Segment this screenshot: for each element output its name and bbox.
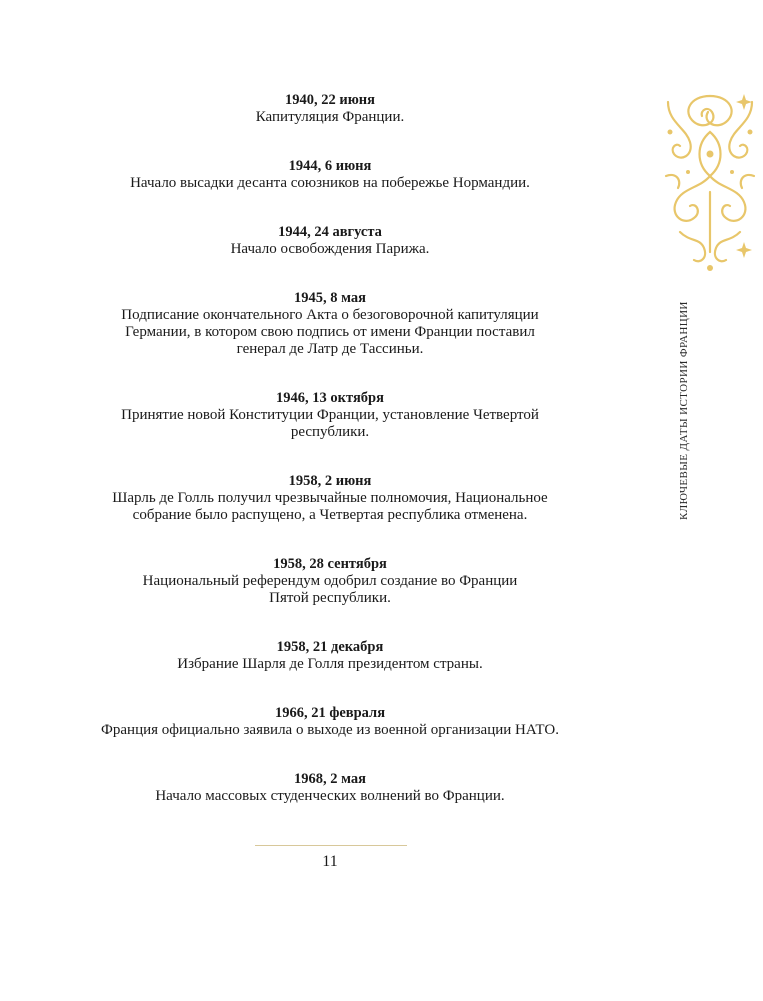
entry-date: 1958, 28 сентября xyxy=(273,556,387,572)
entry-line: Франция официально заявила о выходе из военной организации НАТО. xyxy=(101,722,559,738)
entry-description xyxy=(60,307,600,358)
entry-description xyxy=(60,788,600,805)
timeline-entry xyxy=(60,473,600,524)
timeline-entry xyxy=(60,290,600,358)
timeline-entry xyxy=(60,92,600,126)
entry-date: 1944, 24 августа xyxy=(278,224,382,240)
timeline-entry xyxy=(60,705,600,739)
page-number: 11 xyxy=(322,853,338,870)
entry-line: Капитуляция Франции. xyxy=(255,109,405,125)
gold-ornament-icon xyxy=(660,92,760,276)
entry-description xyxy=(60,573,600,607)
timeline-entry xyxy=(60,556,600,607)
entry-line: генерал де Латр де Тассиньи. xyxy=(236,341,424,357)
entry-date: 1940, 22 июня xyxy=(284,92,375,108)
entry-line: Германии, в котором свою подпись от имени Франции поставил xyxy=(125,324,535,340)
entry-description xyxy=(60,241,600,258)
entry-description xyxy=(60,490,600,524)
entry-description xyxy=(60,109,600,126)
entry-description xyxy=(60,722,600,739)
entry-date: 1958, 21 декабря xyxy=(276,639,384,655)
timeline-entry xyxy=(60,390,600,441)
entry-date: 1945, 8 мая xyxy=(294,290,366,306)
entry-date: 1966, 21 февраля xyxy=(274,705,386,721)
entry-line: Шарль де Голль получил чрезвычайные полномочия, Национальное xyxy=(112,490,548,506)
entry-line: Национальный референдум одобрил создание во Франции xyxy=(142,573,518,589)
entry-line: республики. xyxy=(290,424,370,440)
entry-line: Начало освобождения Парижа. xyxy=(230,241,430,257)
entry-line: Пятой республики. xyxy=(269,590,391,606)
timeline-entry xyxy=(60,639,600,673)
entry-date: 1968, 2 мая xyxy=(294,771,366,787)
entry-line: Подписание окончательного Акта о безоговорочной капитуляции xyxy=(121,307,539,323)
running-head-text: КЛЮЧЕВЫЕ ДАТЫ ИСТОРИИ ФРАНЦИИ xyxy=(678,301,690,520)
timeline-entry xyxy=(60,771,600,805)
entry-description xyxy=(60,407,600,441)
key-dates-timeline xyxy=(60,92,600,837)
entry-line: собрание было распущено, а Четвертая республика отменена. xyxy=(132,507,528,523)
entry-line: Принятие новой Конституции Франции, установление Четвертой xyxy=(121,407,539,423)
entry-description xyxy=(60,656,600,673)
entry-line: Начало высадки десанта союзников на побережье Нормандии. xyxy=(130,175,530,191)
entry-line: Начало массовых студенческих волнений во Франции. xyxy=(155,788,505,804)
timeline-entry xyxy=(60,158,600,192)
timeline-entry xyxy=(60,224,600,258)
footer-divider xyxy=(255,845,407,846)
running-head-vertical xyxy=(674,282,694,520)
entry-date: 1958, 2 июня xyxy=(288,473,372,489)
entry-line: Избрание Шарля де Голля президентом страны. xyxy=(177,656,483,672)
entry-description xyxy=(60,175,600,192)
entry-date: 1944, 6 июня xyxy=(288,158,372,174)
entry-date: 1946, 13 октября xyxy=(276,390,384,406)
